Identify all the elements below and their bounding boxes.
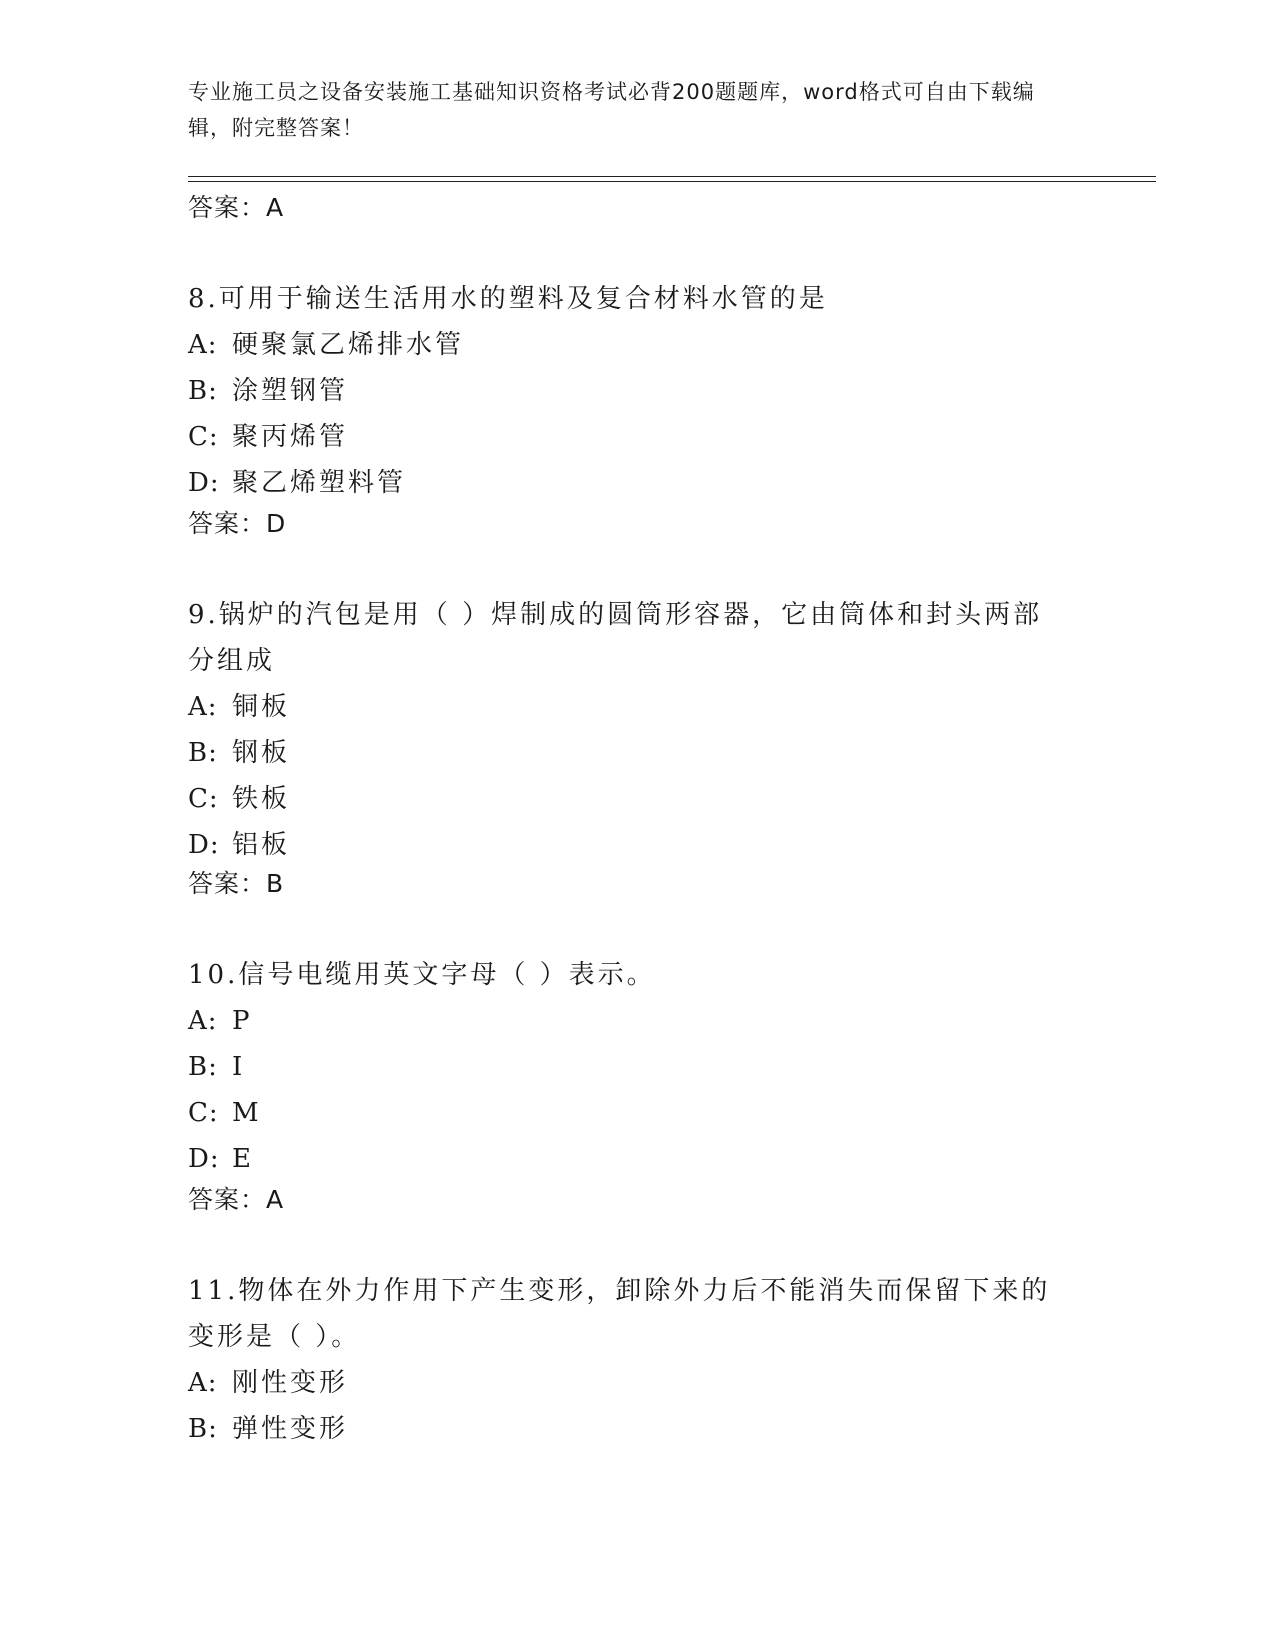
option-a [188, 322, 1088, 368]
option-text: 聚丙烯管 [232, 422, 349, 452]
option-key: A: [188, 1006, 218, 1036]
answer-line [188, 192, 1088, 224]
header-divider-bottom [188, 181, 1156, 182]
option-c [188, 776, 1068, 822]
option-key: D: [188, 1144, 220, 1174]
answer-line [188, 1184, 1088, 1216]
question-item [188, 592, 1068, 868]
question-item [188, 1268, 1068, 1452]
answer-value: A [266, 1185, 285, 1214]
option-key: B: [188, 1414, 218, 1444]
option-text: 铜板 [232, 692, 291, 722]
option-key: C: [188, 784, 219, 814]
option-text: I [232, 1052, 246, 1082]
answer-value: D [266, 509, 287, 538]
option-b [188, 730, 1068, 776]
question-stem: 11.物体在外力作用下产生变形，卸除外力后不能消失而保留下来的变形是（ ）。 [188, 1276, 1051, 1352]
option-b [188, 368, 1088, 414]
option-d [188, 822, 1068, 868]
answer-label: 答案： [188, 193, 267, 222]
question-item [188, 276, 1088, 506]
option-key: D: [188, 830, 220, 860]
option-text: 刚性变形 [232, 1368, 349, 1398]
question-stem: 9.锅炉的汽包是用（ ）焊制成的圆筒形容器，它由筒体和封头两部分组成 [188, 600, 1043, 676]
option-text: 涂塑钢管 [232, 376, 349, 406]
answer-value: A [266, 193, 285, 222]
answer-line [188, 868, 1088, 900]
option-key: C: [188, 422, 219, 452]
option-text: 硬聚氯乙烯排水管 [232, 330, 465, 360]
question-stem: 8.可用于输送生活用水的塑料及复合材料水管的是 [188, 284, 828, 314]
option-a [188, 1360, 1068, 1406]
option-text: P [232, 1006, 253, 1036]
option-key: B: [188, 738, 218, 768]
option-a [188, 684, 1068, 730]
answer-value: B [266, 869, 285, 898]
option-key: A: [188, 692, 218, 722]
option-d [188, 1136, 1088, 1182]
answer-label: 答案： [188, 509, 267, 538]
header-divider-top [188, 176, 1156, 177]
option-text: 钢板 [232, 738, 291, 768]
option-key: C: [188, 1098, 219, 1128]
option-a [188, 998, 1088, 1044]
option-text: 聚乙烯塑料管 [232, 468, 407, 498]
option-text: 铁板 [232, 784, 291, 814]
option-key: D: [188, 468, 220, 498]
option-key: B: [188, 376, 218, 406]
option-c [188, 1090, 1088, 1136]
option-d [188, 460, 1088, 506]
option-key: A: [188, 330, 218, 360]
document-header: 专业施工员之设备安装施工基础知识资格考试必背200题题库，word格式可自由下载编辑，附完整答案！ [188, 80, 1035, 140]
option-text: M [232, 1098, 262, 1128]
option-text: 铝板 [232, 830, 291, 860]
answer-label: 答案： [188, 869, 267, 898]
question-stem: 10.信号电缆用英文字母（ ）表示。 [188, 960, 656, 990]
answer-label: 答案： [188, 1185, 267, 1214]
option-text: E [232, 1144, 254, 1174]
answer-line [188, 508, 1088, 540]
option-c [188, 414, 1088, 460]
option-key: B: [188, 1052, 218, 1082]
option-key: A: [188, 1368, 218, 1398]
question-item [188, 952, 1088, 1182]
option-text: 弹性变形 [232, 1414, 349, 1444]
option-b [188, 1044, 1088, 1090]
option-b [188, 1406, 1068, 1452]
